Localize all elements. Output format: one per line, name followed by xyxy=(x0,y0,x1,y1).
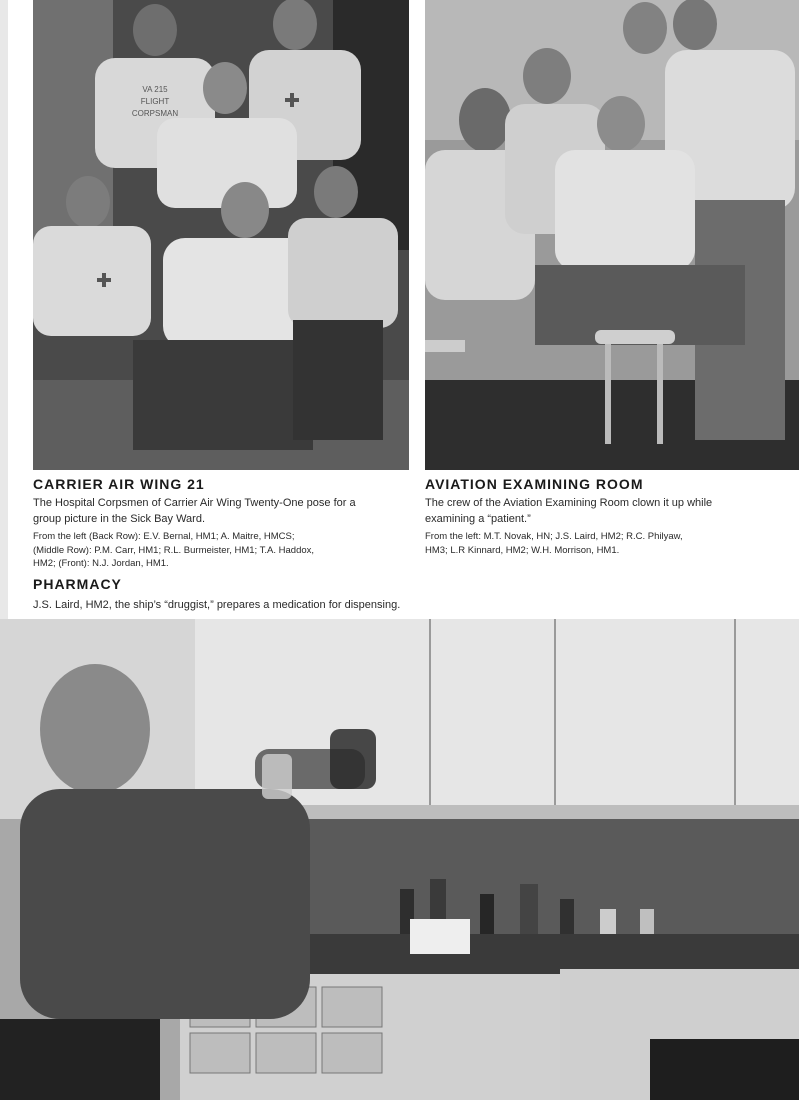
photo-pharmacy xyxy=(0,619,799,1100)
names-line: HM3; L.R Kinnard, HM2; W.H. Morrison, HM1. xyxy=(425,544,620,556)
names-line: From the left: M.T. Novak, HN; J.S. Laird, HM2; R.C. Philyaw, xyxy=(425,531,683,542)
heading-aviation-examining-room: AVIATION EXAMINING ROOM xyxy=(425,476,644,492)
shirt-text-3: CORPSMAN xyxy=(131,109,179,118)
photo-exam-drawing xyxy=(425,0,799,470)
shirt-text-2: FLIGHT xyxy=(140,97,170,106)
caption-carrier-air-wing: The Hospital Corpsmen of Carrier Air Wing Twenty-One pose for a group picture in the Sick Bay Ward. xyxy=(33,497,356,525)
heading-pharmacy: PHARMACY xyxy=(33,576,122,592)
names-line: HM2; (Front): N.J. Jordan, HM1. xyxy=(33,558,169,569)
names-carrier-air-wing xyxy=(33,530,393,571)
caption-pharmacy: J.S. Laird, HM2, the ship’s “druggist,” prepares a medication for dispensing. xyxy=(33,599,401,611)
names-line: From the left (Back Row): E.V. Bernal, HM1; A. Maitre, HMCS; xyxy=(33,531,295,542)
names-line: (Middle Row): P.M. Carr, HM1; R.L. Burmeister, HM1; T.A. Haddox, xyxy=(33,544,315,556)
shirt-text-1: VA 215 xyxy=(142,85,168,94)
photo-aviation-examining-room xyxy=(425,0,799,470)
photo-pharmacy-drawing xyxy=(0,619,799,1100)
names-aviation-examining-room xyxy=(425,530,785,557)
heading-carrier-air-wing: CARRIER AIR WING 21 xyxy=(33,476,205,492)
caption-aviation-examining-room: The crew of the Aviation Examining Room clown it up while examining a “patient.” xyxy=(425,497,713,525)
photo-carrier-air-wing xyxy=(33,0,409,470)
photo-airwing-drawing xyxy=(33,0,409,470)
